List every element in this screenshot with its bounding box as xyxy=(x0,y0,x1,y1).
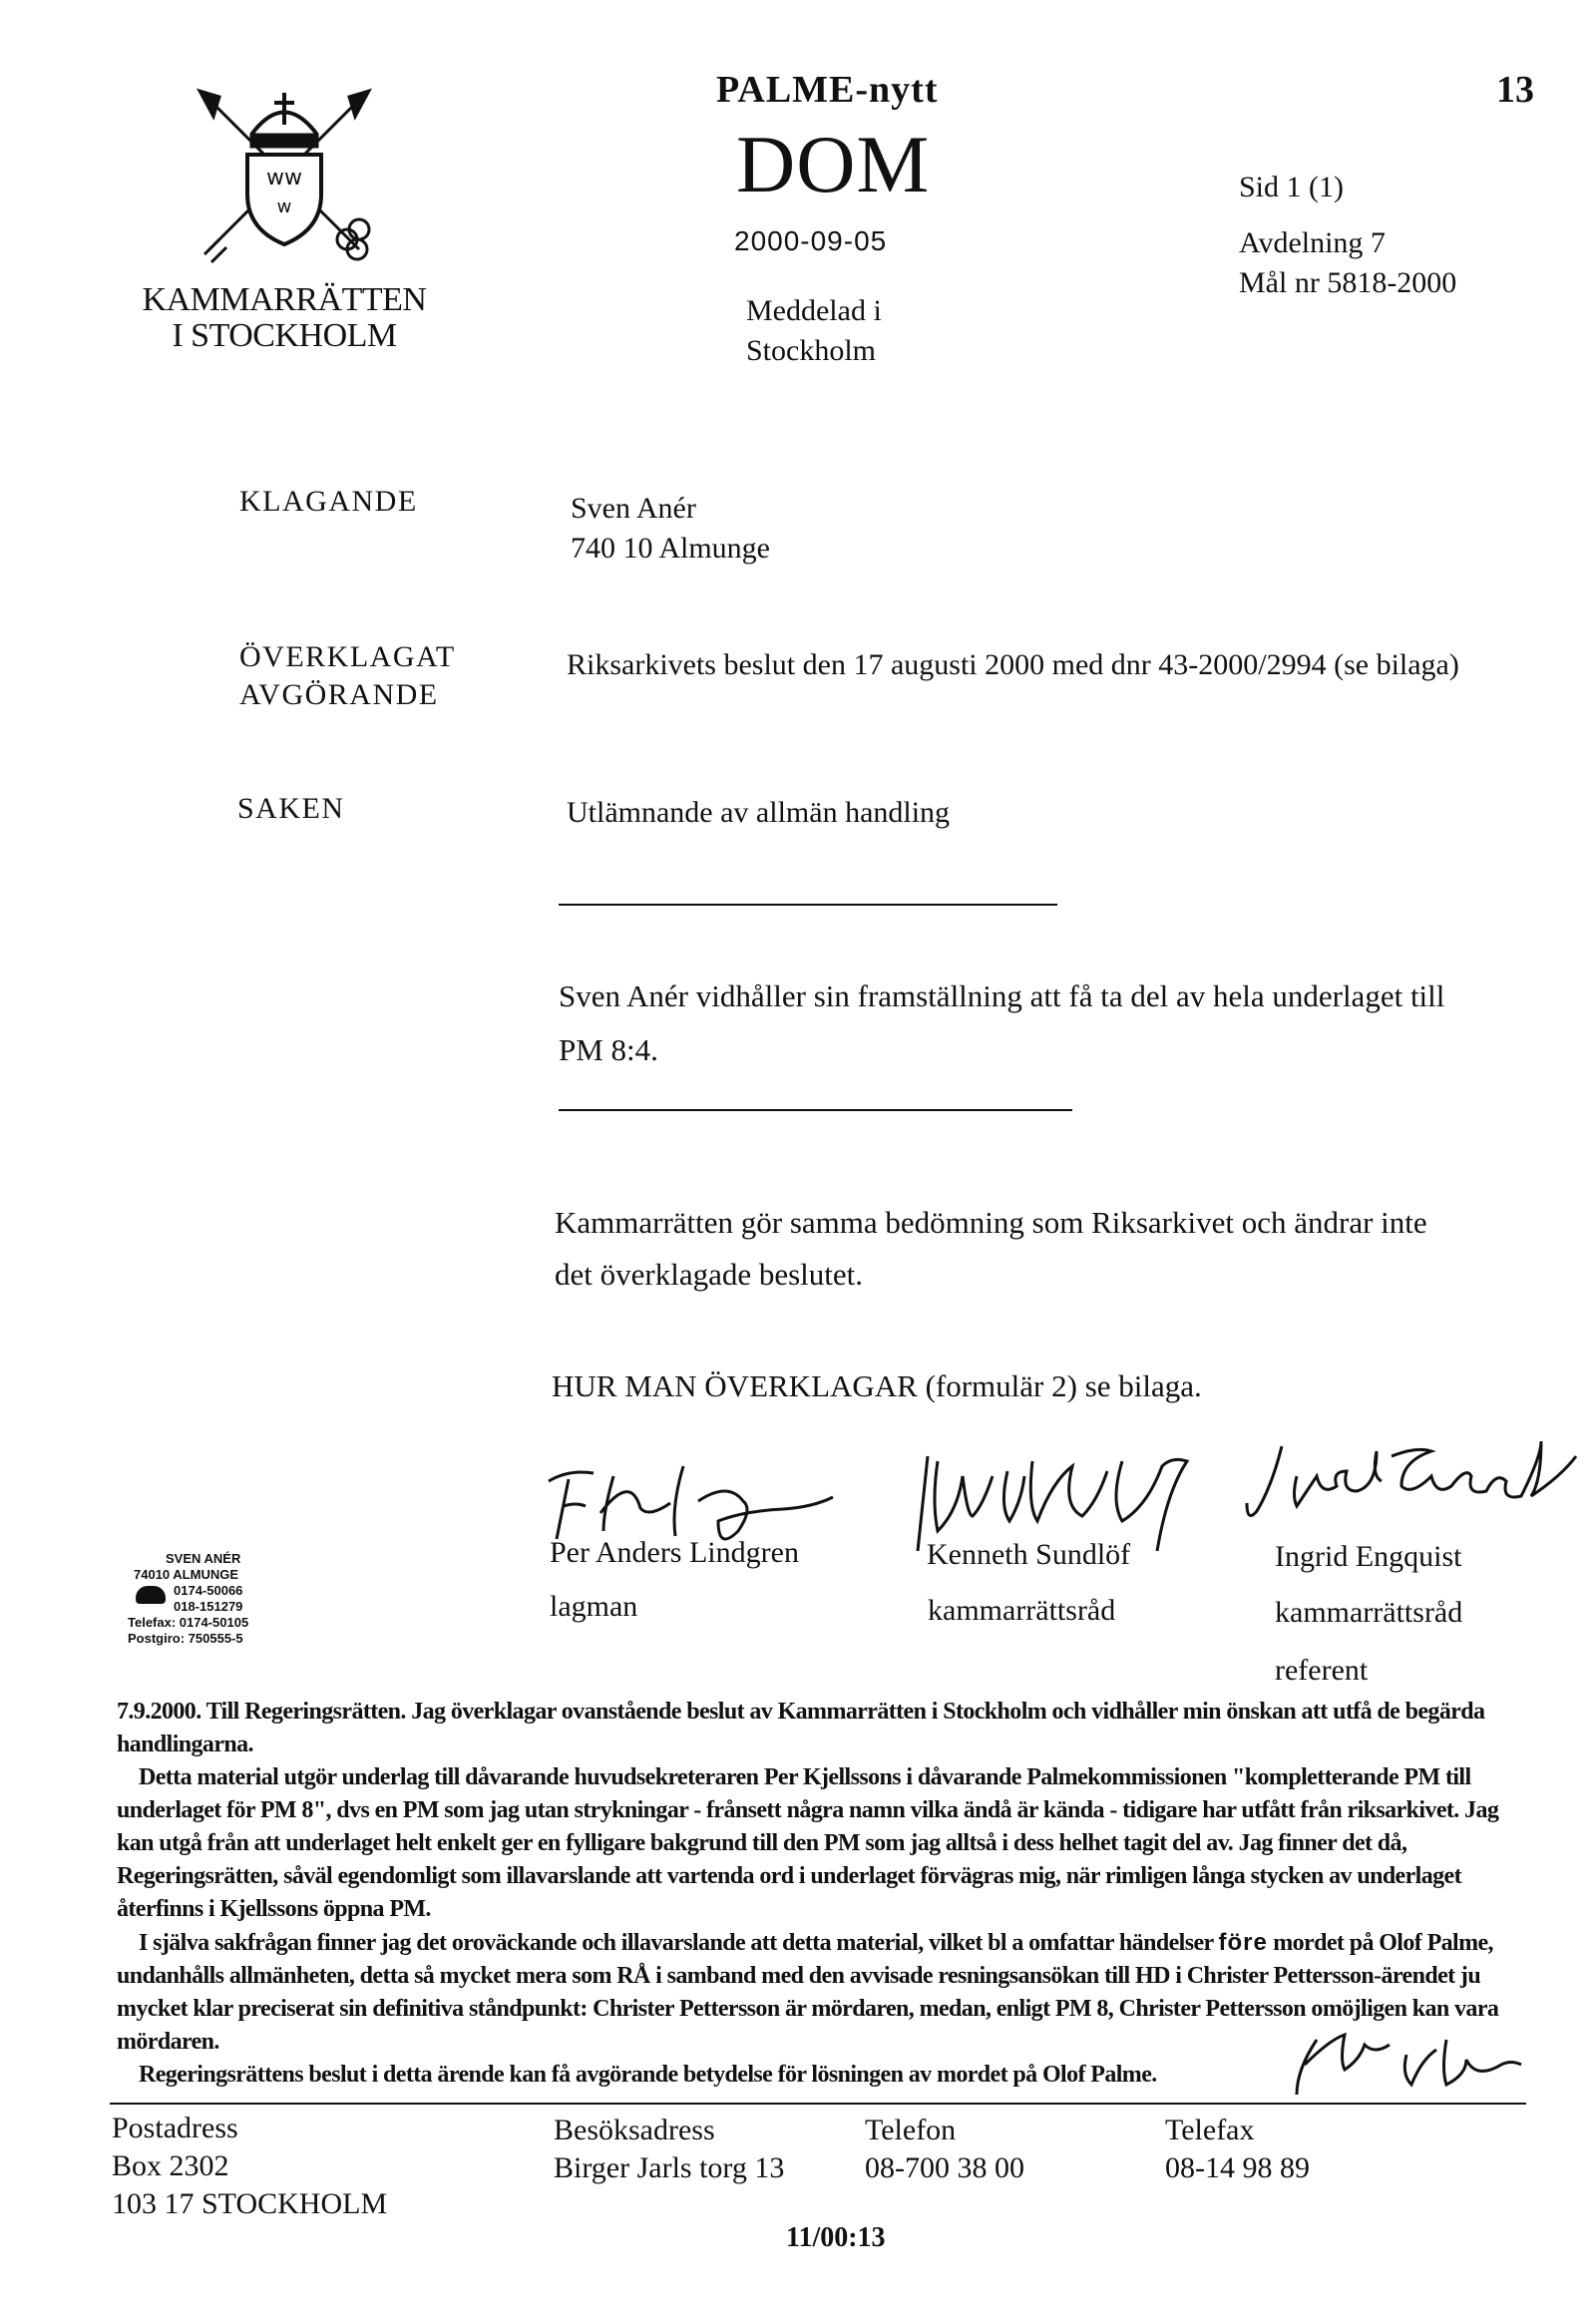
stamp-phone2: 018-151279 xyxy=(174,1599,243,1614)
footer-fax xyxy=(1165,2112,1310,2187)
signature-engquist xyxy=(1242,1436,1591,1546)
signatory-2-title: kammarrättsråd xyxy=(928,1594,1116,1627)
phone-value: 08-700 38 00 xyxy=(865,2151,1024,2184)
postal-label: Postadress xyxy=(112,2112,238,2144)
annotation-emphasis: före xyxy=(1218,1929,1268,1956)
visit-line1: Birger Jarls torg 13 xyxy=(554,2151,785,2184)
postal-line1: Box 2302 xyxy=(112,2149,229,2182)
annotation-paragraph-1: 7.9.2000. Till Regeringsrätten. Jag överklagar ovanstående beslut av Kammarrätten i Stockholm och vidhåller min önskan att utfå de begärda handlingarna. xyxy=(117,1699,1485,1757)
claim-line1: Sven Anér vidhåller sin framställning att få ta del av hela underlaget till xyxy=(559,978,1445,1013)
issued-place-line2: Stockholm xyxy=(746,334,877,367)
case-meta xyxy=(1239,168,1456,303)
page-number: 13 xyxy=(1496,69,1534,111)
stamp-phones xyxy=(128,1583,248,1615)
stamp-postgiro: Postgiro: 750555-5 xyxy=(128,1631,243,1646)
phone-label: Telefon xyxy=(865,2114,957,2146)
footer-phone xyxy=(865,2112,1024,2187)
signatory-3-role: referent xyxy=(1275,1654,1369,1687)
document-type: DOM xyxy=(736,119,931,209)
divider xyxy=(559,1109,1072,1111)
signatory-2-name: Kenneth Sundlöf xyxy=(927,1538,1131,1571)
case-number: Mål nr 5818-2000 xyxy=(1239,266,1457,299)
appellant-label: KLAGANDE xyxy=(239,485,418,518)
appellant-name: Sven Anér xyxy=(571,492,696,525)
stamp-telefax: Telefax: 0174-50105 xyxy=(128,1615,249,1630)
division: Avdelning 7 xyxy=(1239,226,1386,259)
ruling-line2: det överklagade beslutet. xyxy=(555,1257,864,1292)
sheet-number: Sid 1 (1) xyxy=(1239,171,1344,203)
signatory-3-title: kammarrättsråd xyxy=(1275,1596,1463,1629)
signature-aner xyxy=(1287,2025,1536,2105)
stamp-phone1: 0174-50066 xyxy=(174,1583,243,1598)
footer-rule xyxy=(110,2103,1526,2105)
annotation-paragraph-3-end: mordet på Olof Palme, undanhålls allmänheten, detta så mycket mera som RÅ i samband med den avvisade resningsansökan till HD i Christer Pettersson-ärendet ju mycket klar preciserat sin definitiva ståndpunkt: Christer Pettersson är mördaren, medan, enligt PM 8, Christer Pettersson omöjligen kan vara mördaren. xyxy=(117,1930,1499,2055)
footer-visit xyxy=(554,2112,784,2187)
stamp-name: SVEN ANÉR xyxy=(166,1551,241,1566)
phone-icon xyxy=(136,1586,166,1604)
issued-place xyxy=(746,291,882,371)
appealed-label xyxy=(239,638,456,714)
annotation-paragraph-2: Detta material utgör underlag till dåvarande huvudsekreteraren Per Kjellssons i dåvarande Palmekommissionen "kompletterande PM till underlaget för PM 8", dvs en PM som jag utan strykningar - frånsett några namn vilka ändå är kända - tidigare har utfått från riksarkivet. Jag kan utgå från att underlaget helt enkelt ger en fylligare bakgrund till den PM som jag alltså i dess helhet tagit del av. Jag finner det då, Regeringsrätten, såväl egendomligt som illavarslande att vartenda ord i underlaget förvägras mig, när rimligen långa stycken av underlaget återfinns i Kjellssons öppna PM. xyxy=(117,1764,1499,1922)
signatory-1-title: lagman xyxy=(550,1590,638,1623)
appellant-details xyxy=(571,489,770,569)
svg-text:ww: ww xyxy=(266,166,302,191)
appealed-decision: Riksarkivets beslut den 17 augusti 2000 med dnr 43-2000/2994 (se bilaga) xyxy=(567,648,1459,681)
postal-line2: 103 17 STOCKHOLM xyxy=(112,2187,388,2220)
appealed-label-line1: ÖVERKLAGAT xyxy=(239,640,456,673)
ruling-line1: Kammarrätten gör samma bedömning som Riksarkivet och ändrar inte xyxy=(555,1205,1427,1240)
signatory-1-name: Per Anders Lindgren xyxy=(550,1536,799,1569)
svg-text:w: w xyxy=(276,196,292,217)
archive-reference: 11/00:13 xyxy=(786,2222,886,2253)
court-logo xyxy=(190,85,379,274)
court-name xyxy=(120,282,449,354)
court-name-line1: KAMMARRÄTTEN xyxy=(142,281,427,318)
issued-place-line1: Meddelad i xyxy=(746,294,882,327)
appellant-address: 740 10 Almunge xyxy=(571,532,770,565)
annotation-paragraph-3-start: I själva sakfrågan finner jag det oroväckande och illavarslande att detta material, vilket bl a omfattar händelser xyxy=(139,1930,1219,1956)
matter-label: SAKEN xyxy=(237,792,345,825)
address-stamp xyxy=(128,1551,248,1647)
annotation-paragraph-4: Regeringsrättens beslut i detta ärende kan få avgörande betydelse för lösningen av mordet på Olof Palme. xyxy=(139,2062,1157,2088)
decision-date: 2000-09-05 xyxy=(734,225,888,256)
visit-label: Besöksadress xyxy=(554,2114,715,2146)
matter-text: Utlämnande av allmän handling xyxy=(567,796,951,829)
appeal-instructions: HUR MAN ÖVERKLAGAR (formulär 2) se bilaga. xyxy=(552,1368,1202,1403)
claim-line2: PM 8:4. xyxy=(559,1032,658,1067)
fax-label: Telefax xyxy=(1165,2114,1255,2146)
divider xyxy=(559,904,1057,906)
fax-value: 08-14 98 89 xyxy=(1165,2151,1310,2184)
ruling-paragraph xyxy=(555,1197,1427,1301)
publication-title: PALME-nytt xyxy=(716,69,939,111)
footer-postal xyxy=(112,2110,387,2223)
appealed-label-line2: AVGÖRANDE xyxy=(239,678,439,711)
stamp-address: 74010 ALMUNGE xyxy=(134,1567,238,1582)
claim-paragraph xyxy=(559,969,1444,1077)
court-name-line2: I STOCKHOLM xyxy=(172,317,397,354)
signatory-3-name: Ingrid Engquist xyxy=(1275,1540,1462,1573)
